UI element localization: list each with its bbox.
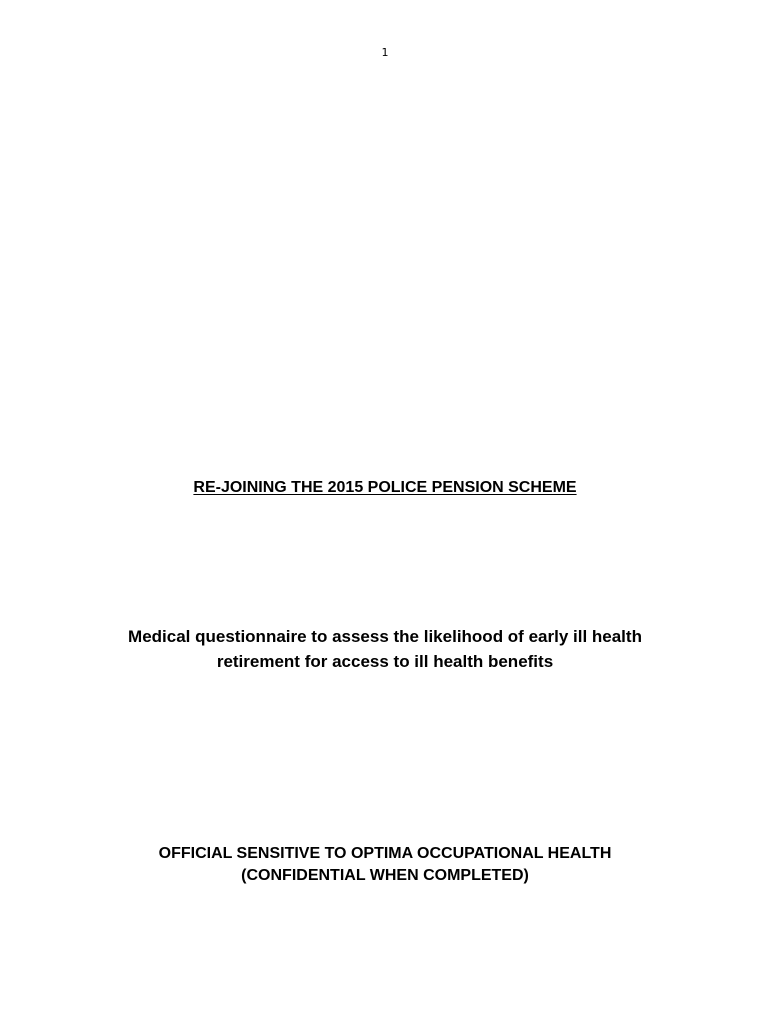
classification-line: (CONFIDENTIAL WHEN COMPLETED) <box>241 867 529 884</box>
subtitle-line: Medical questionnaire to assess the likelihood of early ill health <box>128 627 642 646</box>
security-classification <box>85 843 685 887</box>
document-subtitle <box>85 624 685 674</box>
page-number: 1 <box>381 46 389 59</box>
subtitle-line: retirement for access to ill health benefits <box>216 652 554 671</box>
classification-line: OFFICIAL SENSITIVE TO OPTIMA OCCUPATIONAL HEALTH <box>158 845 612 862</box>
document-title-text: RE-JOINING THE 2015 POLICE PENSION SCHEME <box>193 479 577 496</box>
document-title <box>0 478 770 498</box>
